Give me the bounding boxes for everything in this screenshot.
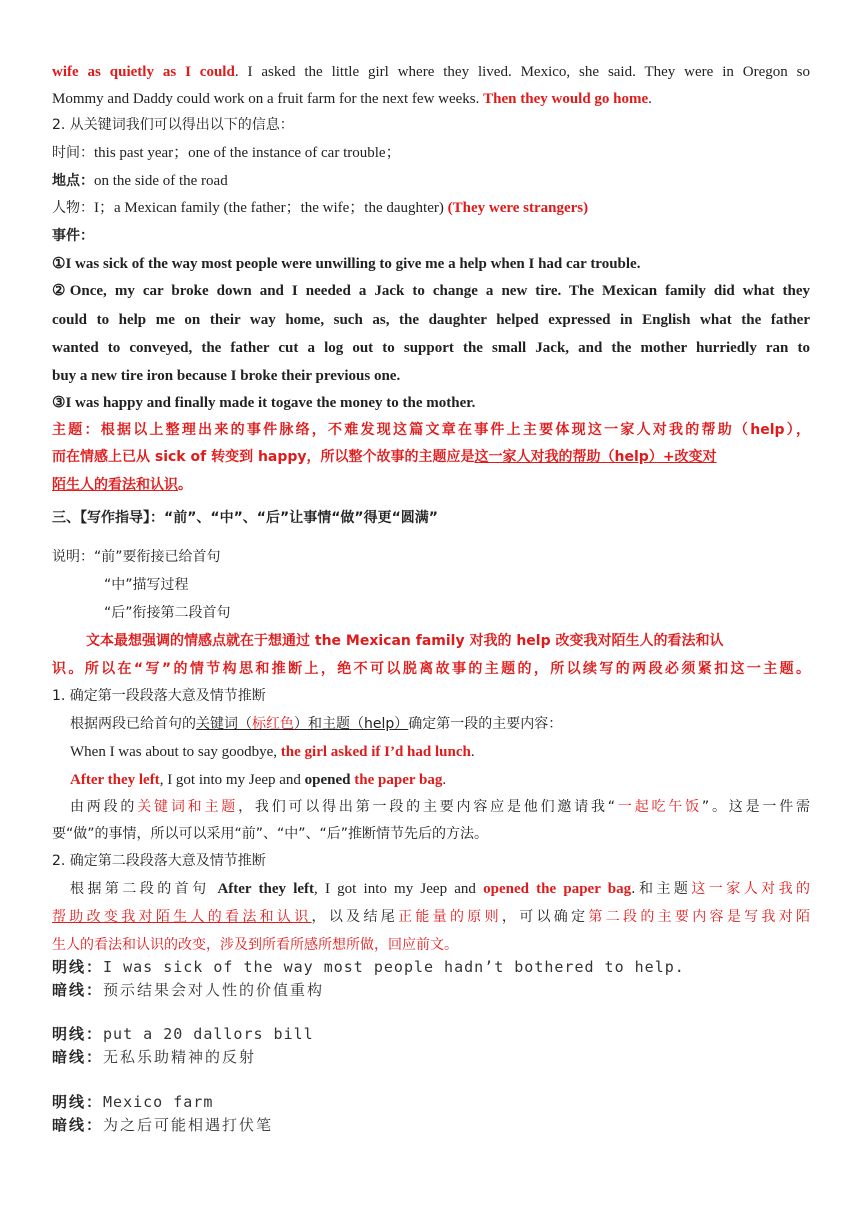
step-1-line-5: 要“做”的事情，所以可以采用“前”、“中”、“后”推断情节先后的方法。 [52, 826, 489, 842]
step-1-line-1 [70, 713, 810, 735]
info-people [52, 197, 810, 219]
implicit-clue-label: 暗线： [52, 1048, 104, 1066]
event-3: ③I was happy and finally made it togave the money to the mother. [52, 395, 476, 411]
emphasis-line-1: 文本最想强调的情感点就在于想通过 the Mexican family 对我的 help 改变我对陌生人的看法和认 [86, 633, 724, 649]
step-text: , I got into my Jeep and [159, 772, 305, 788]
step-red-text: the girl asked if I’d had lunch [280, 744, 471, 760]
event-2-line-3: wanted to conveyed, the father cut a log out to support the small Jack, and the mother hurriedly ran to [52, 340, 810, 356]
step-red-text: 第二段的主要内容是写我对陌 [588, 909, 810, 925]
people-text: I；a Mexican family (the father；the wife；the daughter) [94, 200, 448, 216]
implicit-clue-highlight: 会对人性的价值重构 [171, 981, 325, 999]
theme-text: 而在情感上已从 sick of 转变到 happy，所以整个故事的主题应是 [52, 449, 475, 465]
explicit-clue-text: Mexico farm [103, 1093, 214, 1111]
note-line-3: “后”衔接第二段首句 [104, 605, 231, 621]
theme-line-1: 主题：根据以上整理出来的事件脉络，不难发现这篇文章在事件上主要体现这一家人对我的帮助（help）， [52, 422, 810, 438]
story-text: . [648, 91, 652, 107]
event-1: ①I was sick of the way most people were unwilling to give me a help when I had car trouble. [52, 256, 641, 272]
story-line-1 [52, 61, 810, 83]
implicit-clue-label: 暗线： [52, 1116, 104, 1134]
step-1-heading: 1. 确定第一段段落大意及情节推断 [52, 688, 266, 704]
step-text: , I got into my Jeep and [314, 881, 484, 897]
time-text: this past year；one of the instance of car trouble； [94, 145, 401, 161]
theme-line-3 [52, 474, 810, 496]
theme-underlined: 这一家人对我的帮助（help）+改变对 [474, 449, 717, 465]
step-red-text: 标红色 [252, 716, 294, 732]
step-red-text: 这一家人对我的 [691, 881, 810, 897]
step-underlined [196, 716, 408, 732]
clue-2-explicit [52, 1023, 810, 1046]
event-2-line-1: ②Once, my car broke down and I needed a Jack to change a new tire. The Mexican family did what they [52, 283, 810, 299]
story-text: Mommy and Daddy could work on a fruit farm for the next few weeks. [52, 91, 484, 107]
info-heading: 2. 从关键词我们可以得出以下的信息： [52, 117, 294, 133]
step-text: 根据两段已给首句的 [70, 716, 196, 732]
story-line-2 [52, 88, 810, 110]
implicit-clue-text: 精神的反射 [171, 1048, 257, 1066]
step-red-text: 一起吃午饭 [615, 799, 702, 815]
info-time [52, 142, 810, 164]
story-red-phrase: Then they would go home [483, 91, 649, 107]
emphasis-line-2: 识。所以在“写”的情节构思和推断上，绝不可以脱离故事的主题的，所以续写的两段必须紧扣这一主题。 [52, 661, 810, 677]
step-text: ）和主题（help） [294, 716, 409, 732]
note-line-2: “中”描写过程 [104, 577, 189, 593]
step-1-line-3 [70, 769, 810, 791]
implicit-clue-label: 暗线： [52, 981, 104, 999]
theme-line-2 [52, 446, 810, 468]
explicit-clue-label: 明线： [52, 1093, 104, 1111]
story-red-phrase: wife as quietly as I could [52, 64, 235, 80]
step-text: When I was about to say goodbye, [70, 744, 281, 760]
step-text: 根据第二段的首句 [70, 881, 218, 897]
step-text: 由两段的 [70, 799, 138, 815]
people-red-note: (They were strangers) [447, 200, 589, 216]
step-red-text: opened the paper bag [483, 881, 632, 897]
step-red-text: the paper bag [350, 772, 443, 788]
clue-3-implicit [52, 1114, 810, 1137]
step-text: ”。这是一件需 [701, 799, 810, 815]
clue-2-implicit [52, 1046, 810, 1069]
clue-1-implicit [52, 979, 810, 1002]
step-text: ，以及结尾 [311, 909, 399, 925]
clue-3-explicit [52, 1091, 810, 1114]
step-text: 关键词（ [196, 716, 252, 732]
place-text: on the side of the road [94, 173, 228, 189]
theme-text: 。 [178, 477, 192, 493]
clue-1-explicit [52, 956, 810, 979]
step-2-line-1 [70, 878, 810, 900]
step-2-line-2 [52, 906, 810, 928]
step-2-line-3: 生人的看法和认识的改变，涉及到所看所感所想所做，回应前文。 [52, 937, 458, 953]
implicit-clue-highlight: 无私乐助 [103, 1048, 172, 1066]
note-line-1: 说明：“前”要衔接已给首句 [52, 549, 221, 565]
people-label: 人物： [52, 200, 94, 216]
step-text: ，可以确定 [501, 909, 589, 925]
step-text: . [470, 744, 475, 760]
implicit-clue-text: 为之后可能相遇 [103, 1116, 223, 1134]
step-text: 确定第一段的主要内容： [408, 716, 563, 732]
step-red-text: 关键词和主题 [137, 799, 239, 815]
event-label: 事件： [52, 228, 94, 244]
step-red-text: After they left [70, 772, 160, 788]
step-text: .和主题 [631, 881, 692, 897]
story-text: . I asked the little girl where they lived. Mexico, she said. They were in Oregon so [234, 64, 810, 80]
explicit-clue-label: 明线： [52, 958, 104, 976]
event-2-line-4: buy a new tire iron because I broke their previous one. [52, 368, 401, 384]
step-red-underlined: 帮助改变我对陌生人的看法和认识 [52, 909, 312, 925]
step-bold-text: opened [304, 772, 351, 788]
explicit-clue-text: I was sick of the way most people hadn’t bothered to help. [103, 958, 685, 976]
step-bold-text: After they left [217, 881, 315, 897]
explicit-clue-label: 明线： [52, 1025, 104, 1043]
step-text: ，我们可以得出第一段的主要内容应是他们邀请我“ [238, 799, 616, 815]
explicit-clue-text: put a 20 dallors bill [103, 1025, 314, 1043]
implicit-clue-text: 预示结果 [103, 981, 172, 999]
event-2-line-2: could to help me on their way home, such as, the daughter helped expressed in English what the father [52, 312, 810, 328]
theme-underlined: 陌生人的看法和认识 [52, 477, 178, 493]
place-label: 地点： [52, 173, 94, 189]
step-red-text: 正能量的原则 [398, 909, 502, 925]
step-1-line-4 [70, 796, 810, 818]
implicit-clue-highlight: 打伏笔 [222, 1116, 274, 1134]
step-text: . [442, 772, 447, 788]
section-3-title: 三、【写作指导】：“前”、“中”、“后”让事情“做”得更“圆满” [52, 510, 439, 526]
step-1-line-2 [70, 741, 810, 763]
info-place [52, 170, 810, 192]
time-label: 时间： [52, 145, 94, 161]
step-2-heading: 2. 确定第二段段落大意及情节推断 [52, 853, 266, 869]
